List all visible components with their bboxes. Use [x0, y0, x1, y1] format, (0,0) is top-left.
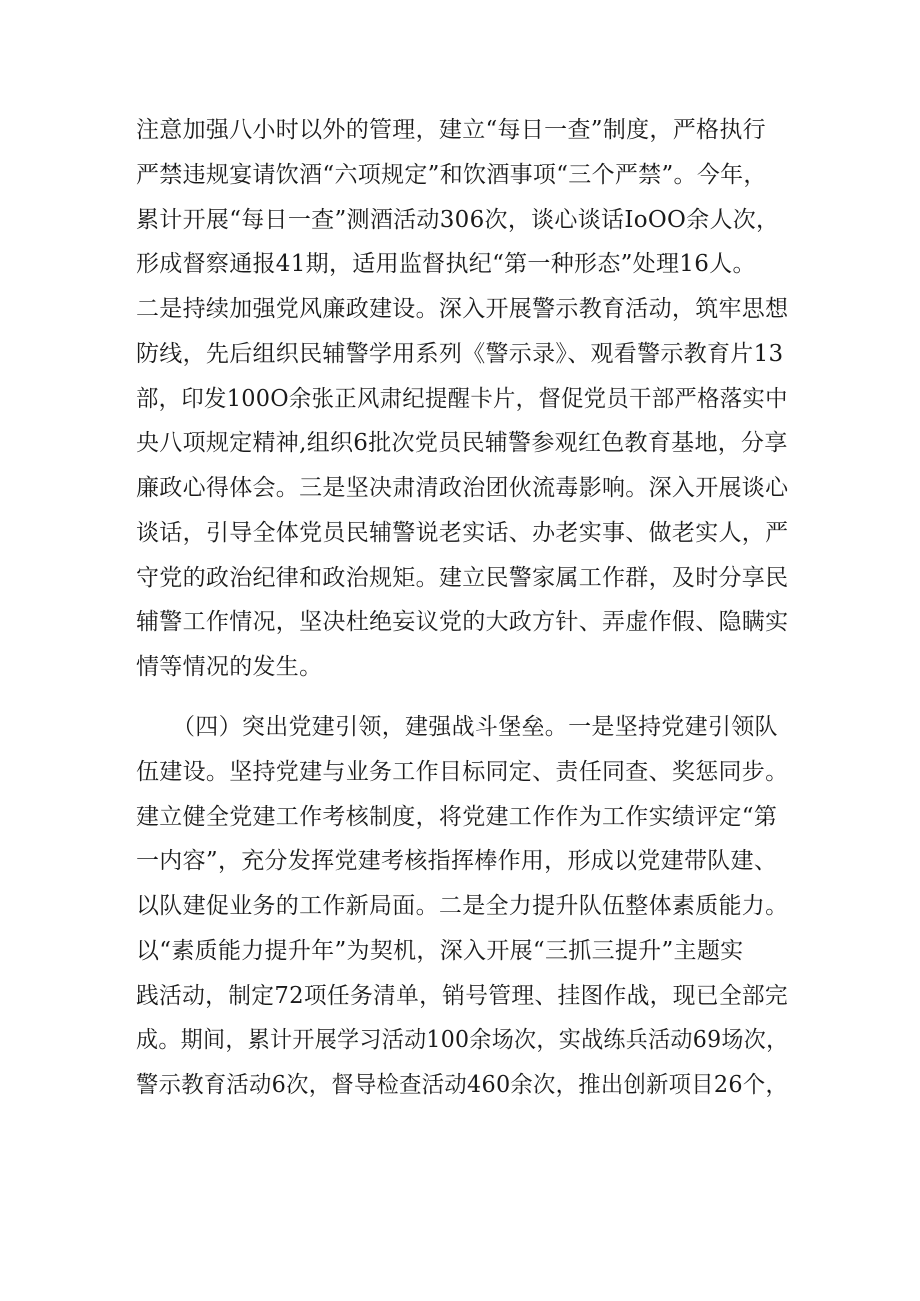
paragraph-1-line-11: 守党的政治纪律和政治规矩。建立民警家属工作群，及时分享民 — [136, 565, 789, 591]
paragraph-1-line-13: 情等情况的发生。 — [136, 654, 323, 680]
paragraph-1-line-9: 廉政心得体会。三是坚决肃清政治团伙流毒影响。深入开展谈心 — [136, 475, 789, 501]
paragraph-1-line-10: 谈话，引导全体党员民辅警说老实话、办老实事、做老实人，严 — [136, 520, 789, 546]
paragraph-1-line-4: 形成督察通报41期，适用监督执纪“第一种形态”处理16人。 — [136, 251, 756, 277]
paragraph-2-line-7: 践活动，制定72项任务清单，销号管理、挂图作战，现已全部完 — [136, 983, 788, 1009]
paragraph-2-line-6: 以“素质能力提升年”为契机，深入开展“三抓三提升”主题实 — [136, 938, 744, 964]
paragraph-1-line-6: 防线，先后组织民辅警学用系列《警示录》、观看警示教育片13 — [136, 341, 784, 367]
paragraph-1-line-8: 央八项规定精神,组织6批次党员民辅警参观红色教育基地，分享 — [136, 430, 788, 456]
paragraph-2-line-5: 以队建促业务的工作新局面。二是全力提升队伍整体素质能力。 — [136, 893, 789, 919]
paragraph-2-line-2: 伍建设。坚持党建与业务工作目标同定、责任同查、奖惩同步。 — [136, 759, 789, 785]
paragraph-1-line-7: 部，印发100O余张正风肃纪提醒卡片，督促党员干部严格落实中 — [136, 386, 788, 412]
paragraph-1-line-2: 严禁违规宴请饮酒“六项规定”和饮酒事项“三个严禁”。今年， — [136, 162, 767, 188]
paragraph-1-line-3: 累计开展“每日一查”测酒活动306次，谈心谈话IoOO余人次， — [136, 207, 780, 233]
paragraph-2-line-1: （四）突出党建引领，建强战斗堡垒。一是坚持党建引领队 — [172, 714, 778, 740]
paragraph-2-line-8: 成。期间，累计开展学习活动100余场次，实战练兵活动69场次， — [136, 1027, 789, 1053]
paragraph-2-line-4: 一内容”，充分发挥党建考核指挥棒作用，形成以党建带队建、 — [136, 848, 778, 874]
paragraph-1-line-1: 注意加强八小时以外的管理，建立“每日一查”制度，严格执行 — [136, 117, 766, 143]
paragraph-2-line-9: 警示教育活动6次，督导检查活动460余次，推出创新项目26个， — [136, 1072, 789, 1098]
paragraph-1-line-5: 二是持续加强党风廉政建设。深入开展警示教育活动，筑牢思想 — [136, 296, 789, 322]
paragraph-2-line-3: 建立健全党建工作考核制度，将党建工作作为工作实绩评定“第 — [136, 804, 778, 830]
paragraph-1-line-12: 辅警工作情况，坚决杜绝妄议党的大政方针、弄虚作假、隐瞒实 — [136, 609, 789, 635]
